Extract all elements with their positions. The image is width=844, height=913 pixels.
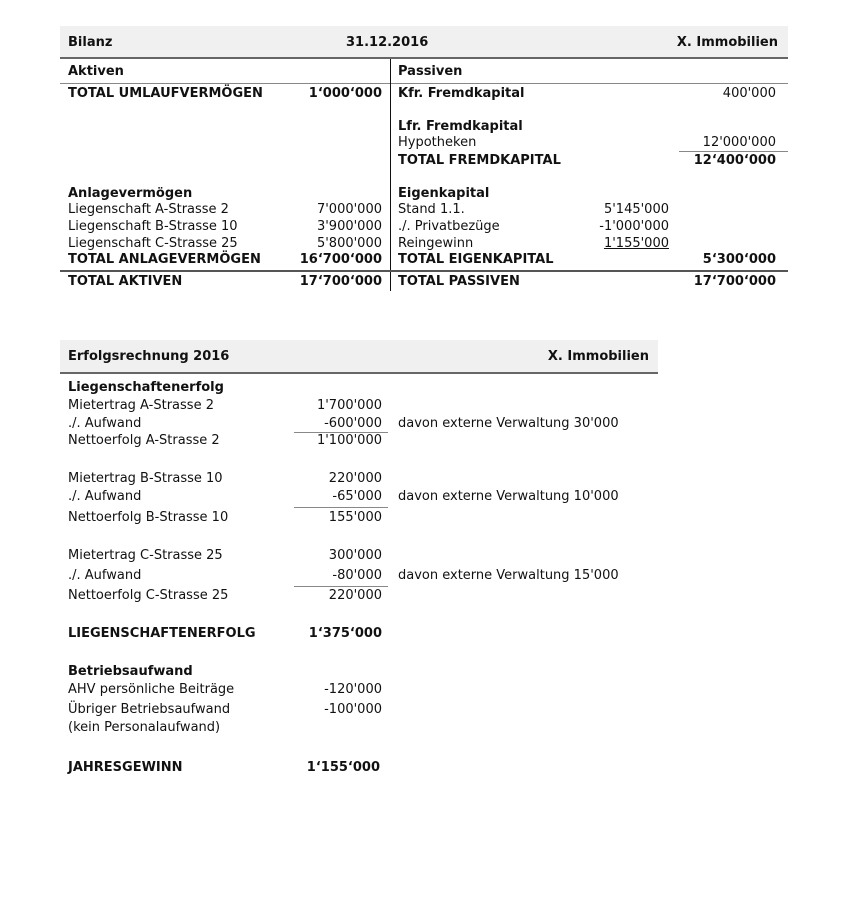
anlage-item-label: Liegenschaft A-Strasse 2	[68, 202, 229, 217]
betrieb-item-value: -100'000	[324, 702, 382, 717]
passiven-heading: Passiven	[398, 64, 463, 79]
eigen-item-label: ./. Privatbezüge	[398, 219, 500, 234]
eigen-item-value: 1'155'000	[603, 236, 669, 251]
aktiven-total-value: 17‘700‘000	[299, 274, 382, 289]
aufwand-value: -600'000	[324, 416, 382, 431]
netto-value: 1'100'000	[316, 433, 382, 448]
bilanz-title: Bilanz	[68, 35, 113, 50]
aufwand-label: ./. Aufwand	[68, 568, 142, 583]
passiven-total-label: TOTAL PASSIVEN	[398, 274, 520, 289]
eigen-item-value: 5'145'000	[603, 202, 669, 217]
lfr-heading: Lfr. Fremdkapital	[398, 119, 523, 134]
bilanz-date: 31.12.2016	[346, 35, 429, 50]
aufwand-note: davon externe Verwaltung 30'000	[398, 416, 619, 431]
ertrag-value: 220'000	[328, 471, 382, 486]
ertrag-label: Mietertrag C-Strasse 25	[68, 548, 223, 563]
passiven-total-value: 17‘700‘000	[693, 274, 776, 289]
liegenschaften-total-value: 1‘375‘000	[308, 626, 382, 641]
bilanz-company: X. Immobilien	[676, 35, 778, 50]
eigen-item-value: -1'000'000	[599, 219, 669, 234]
betrieb-item-value: -120'000	[324, 682, 382, 697]
liegenschaften-heading: Liegenschaftenerfolg	[68, 380, 224, 395]
netto-label: Nettoerfolg B-Strasse 10	[68, 510, 229, 525]
aktiven-heading-rule	[60, 83, 390, 84]
liegenschaften-total-label: LIEGENSCHAFTENERFOLG	[68, 626, 256, 641]
eigen-total-label: TOTAL EIGENKAPITAL	[398, 252, 554, 267]
aufwand-label: ./. Aufwand	[68, 489, 142, 504]
er-company: X. Immobilien	[547, 349, 649, 364]
eigen-total-value: 5‘300‘000	[702, 252, 776, 267]
aufwand-value: -80'000	[332, 568, 382, 583]
aufwand-note: davon externe Verwaltung 10'000	[398, 489, 619, 504]
anlage-item-label: Liegenschaft C-Strasse 25	[68, 236, 238, 251]
subtotal-rule	[294, 507, 388, 508]
ertrag-value: 300'000	[328, 548, 382, 563]
ertrag-label: Mietertrag B-Strasse 10	[68, 471, 223, 486]
eigen-item-label: Stand 1.1.	[398, 202, 465, 217]
netto-label: Nettoerfolg A-Strasse 2	[68, 433, 220, 448]
anlage-total-value: 16‘700‘000	[299, 252, 382, 267]
aktiven-heading: Aktiven	[68, 64, 124, 79]
anlage-item-value: 3'900'000	[316, 219, 382, 234]
umlauf-total-label: TOTAL UMLAUFVERMÖGEN	[68, 86, 263, 101]
fremd-subtotal-rule	[679, 151, 788, 152]
ertrag-value: 1'700'000	[316, 398, 382, 413]
eigen-item-label: Reingewinn	[398, 236, 474, 251]
anlage-heading: Anlagevermögen	[68, 186, 193, 201]
kfr-value: 400'000	[722, 86, 776, 101]
netto-value: 155'000	[328, 510, 382, 525]
kfr-label: Kfr. Fremdkapital	[398, 86, 525, 101]
betrieb-note: (kein Personalaufwand)	[68, 720, 221, 735]
betrieb-item-label: Übriger Betriebsaufwand	[68, 702, 231, 717]
subtotal-rule	[294, 586, 388, 587]
passiven-heading-rule	[391, 83, 788, 84]
netto-label: Nettoerfolg C-Strasse 25	[68, 588, 229, 603]
aufwand-label: ./. Aufwand	[68, 416, 142, 431]
fremd-total-value: 12‘400‘000	[693, 153, 776, 168]
ertrag-label: Mietertrag A-Strasse 2	[68, 398, 214, 413]
bilanz-column-divider	[390, 59, 391, 291]
betrieb-item-label: AHV persönliche Beiträge	[68, 682, 235, 697]
anlage-item-value: 5'800'000	[316, 236, 382, 251]
bilanz-total-rule	[60, 270, 788, 272]
aktiven-total-label: TOTAL AKTIVEN	[68, 274, 183, 289]
netto-value: 220'000	[328, 588, 382, 603]
jahresgewinn-label: JAHRESGEWINN	[68, 760, 183, 775]
hypotheken-value: 12'000'000	[702, 135, 776, 150]
anlage-item-value: 7'000'000	[316, 202, 382, 217]
eigen-heading: Eigenkapital	[398, 186, 490, 201]
anlage-total-label: TOTAL ANLAGEVERMÖGEN	[68, 252, 261, 267]
aufwand-value: -65'000	[332, 489, 382, 504]
hypotheken-label: Hypotheken	[398, 135, 477, 150]
er-title: Erfolgsrechnung 2016	[68, 349, 230, 364]
umlauf-total-value: 1‘000‘000	[308, 86, 382, 101]
anlage-item-label: Liegenschaft B-Strasse 10	[68, 219, 238, 234]
fremd-total-label: TOTAL FREMDKAPITAL	[398, 153, 561, 168]
betrieb-heading: Betriebsaufwand	[68, 664, 193, 679]
jahresgewinn-value: 1‘155‘000	[306, 760, 380, 775]
aufwand-note: davon externe Verwaltung 15'000	[398, 568, 619, 583]
